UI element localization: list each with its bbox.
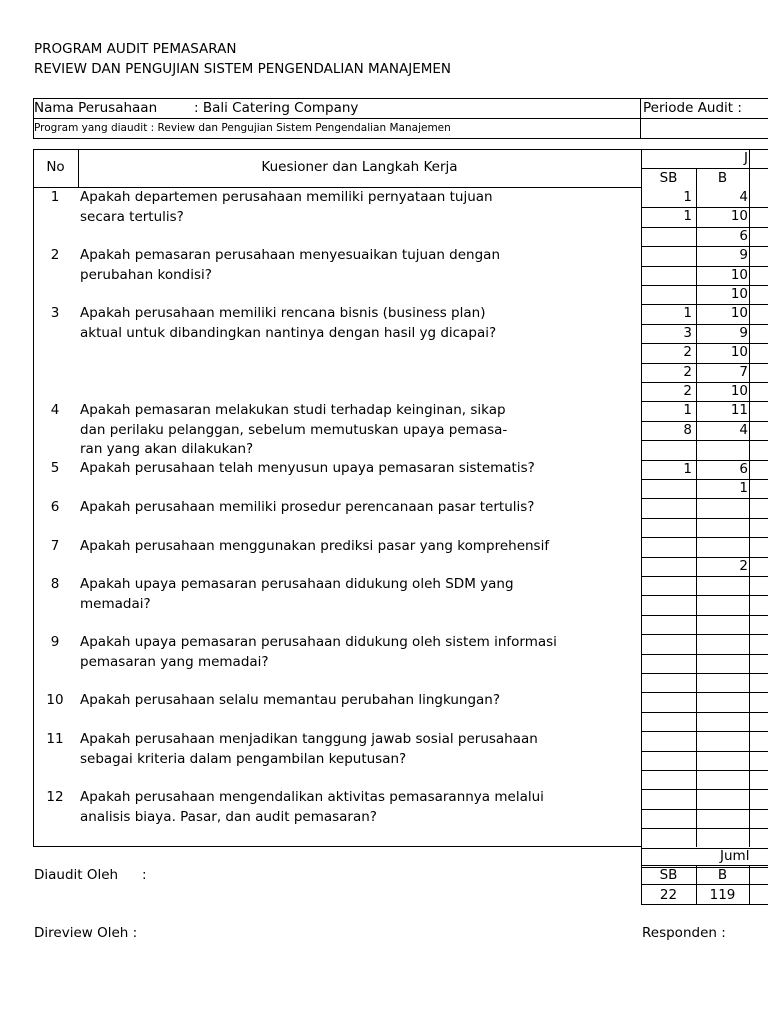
audited-by-colon: :: [142, 867, 147, 883]
score-row: [641, 227, 768, 247]
score-b-cell: 6: [739, 460, 748, 477]
totals-sb-label: SB: [659, 867, 678, 883]
question-number: 9: [50, 634, 60, 650]
score-row: [641, 498, 768, 518]
score-sb-cell: 2: [683, 344, 692, 361]
question-number: 11: [46, 731, 64, 747]
reviewed-by-label: Direview Oleh :: [34, 925, 138, 941]
column-header-sb: SB: [659, 170, 678, 186]
score-b-cell: 10: [730, 383, 748, 399]
company-label: Nama Perusahaan: [34, 100, 158, 116]
score-sb-cell: 1: [683, 189, 692, 205]
score-row: [641, 537, 768, 557]
question-number: 10: [46, 692, 64, 708]
score-row: [641, 324, 768, 344]
score-row: [641, 692, 768, 712]
score-sb-cell: 1: [683, 305, 692, 322]
totals-b-label: B: [717, 867, 728, 883]
score-sb-cell: 2: [683, 383, 692, 399]
score-row: [641, 828, 768, 848]
score-row: [641, 789, 768, 809]
score-row: [641, 673, 768, 693]
score-row: [641, 440, 768, 460]
score-b-cell: 10: [730, 266, 748, 283]
score-b-cell: 2: [739, 557, 748, 574]
score-row: [641, 634, 768, 654]
score-row: [641, 363, 768, 383]
score-row: [641, 207, 768, 227]
program-title: PROGRAM AUDIT PEMASARAN: [34, 41, 237, 57]
question-number: 8: [50, 576, 60, 592]
audited-program-text: Program yang diaudit : Review dan Pengujian Sistem Pengendalian Manajemen: [34, 122, 451, 134]
totals-b-value: 119: [709, 887, 736, 903]
score-row: [641, 479, 768, 499]
score-sb-cell: 1: [683, 402, 692, 419]
respondent-label: Responden :: [642, 925, 726, 941]
score-b-cell: 10: [730, 286, 748, 302]
score-row: [641, 460, 768, 480]
score-sb-cell: 3: [683, 324, 692, 341]
score-row: [641, 421, 768, 441]
score-b-cell: 11: [730, 402, 748, 419]
score-b-cell: 4: [739, 421, 748, 438]
question-number: 4: [50, 402, 60, 418]
score-row: [641, 576, 768, 596]
score-row: [641, 615, 768, 635]
score-row: [641, 304, 768, 324]
score-row: [641, 266, 768, 286]
score-row: [641, 382, 768, 402]
question-text: Apakah departemen perusahaan memiliki pernyataan tujuan secara tertulis?: [80, 189, 493, 225]
score-row: [641, 401, 768, 421]
question-text: Apakah perusahaan menjadikan tanggung jawab sosial perusahaan sebagai kriteria dalam pengambilan keputusan?: [80, 731, 538, 767]
audited-by-label: Diaudit Oleh: [34, 867, 119, 883]
score-row: [641, 518, 768, 538]
score-row: [641, 712, 768, 732]
score-sb-cell: 1: [683, 208, 692, 225]
score-b-cell: 7: [739, 363, 748, 380]
question-text: Apakah upaya pemasaran perusahaan didukung oleh sistem informasi pemasaran yang memadai?: [80, 634, 557, 670]
question-number: 2: [50, 247, 60, 263]
score-b-cell: 9: [739, 247, 748, 264]
score-row: [641, 654, 768, 674]
question-text: Apakah perusahaan memiliki rencana bisnis (business plan) aktual untuk dibandingkan nantinya dengan hasil yg dicapai?: [80, 305, 497, 341]
score-row: [641, 285, 768, 305]
question-number: 7: [50, 538, 60, 554]
score-row: [641, 595, 768, 615]
score-b-cell: 6: [739, 227, 748, 244]
column-header-b: B: [717, 170, 728, 186]
column-header-questions: Kuesioner dan Langkah Kerja: [261, 159, 458, 175]
score-b-cell: 10: [730, 305, 748, 322]
score-group-header: J: [744, 150, 748, 166]
score-row: [641, 246, 768, 266]
question-text: Apakah upaya pemasaran perusahaan didukung oleh SDM yang memadai?: [80, 576, 514, 612]
score-sb-cell: 8: [683, 421, 692, 438]
column-header-no: No: [46, 159, 65, 175]
totals-sb-value: 22: [659, 887, 678, 903]
company-value: : Bali Catering Company: [194, 100, 359, 116]
score-b-cell: 10: [730, 344, 748, 361]
score-b-cell: 9: [739, 324, 748, 341]
program-subtitle: REVIEW DAN PENGUJIAN SISTEM PENGENDALIAN MANAJEMEN: [34, 61, 451, 77]
question-text: Apakah perusahaan selalu memantau perubahan lingkungan?: [80, 692, 501, 708]
score-b-cell: 4: [739, 189, 748, 205]
score-row: [641, 770, 768, 790]
score-row: [641, 731, 768, 751]
score-b-cell: 1: [739, 480, 748, 496]
question-text: Apakah pemasaran perusahaan menyesuaikan tujuan dengan perubahan kondisi?: [80, 247, 501, 283]
question-number: 3: [50, 305, 60, 321]
score-row: [641, 343, 768, 363]
score-row: [641, 809, 768, 829]
score-row: [641, 557, 768, 577]
score-sb-cell: 1: [683, 460, 692, 477]
score-b-cell: 10: [730, 208, 748, 225]
score-sb-cell: 2: [683, 363, 692, 380]
question-number: 5: [50, 460, 60, 476]
score-row: [641, 751, 768, 771]
question-text: Apakah pemasaran melakukan studi terhadap keinginan, sikap dan perilaku pelanggan, sebelum memutuskan upaya pemasa- ran yang akan dilakukan?: [80, 402, 508, 457]
totals-label: Juml: [720, 848, 750, 864]
question-number: 12: [46, 789, 64, 805]
question-text: Apakah perusahaan telah menyusun upaya pemasaran sistematis?: [80, 460, 535, 476]
question-number: 6: [50, 499, 60, 515]
question-text: Apakah perusahaan memiliki prosedur perencanaan pasar tertulis?: [80, 499, 535, 515]
score-row: [641, 188, 768, 208]
question-text: Apakah perusahaan menggunakan prediksi pasar yang komprehensif: [80, 538, 550, 554]
audit-period-label: Periode Audit :: [643, 100, 742, 116]
question-text: Apakah perusahaan mengendalikan aktivitas pemasarannya melalui analisis biaya. Pasar, dan audit pemasaran?: [80, 789, 544, 825]
question-number: 1: [50, 189, 60, 205]
